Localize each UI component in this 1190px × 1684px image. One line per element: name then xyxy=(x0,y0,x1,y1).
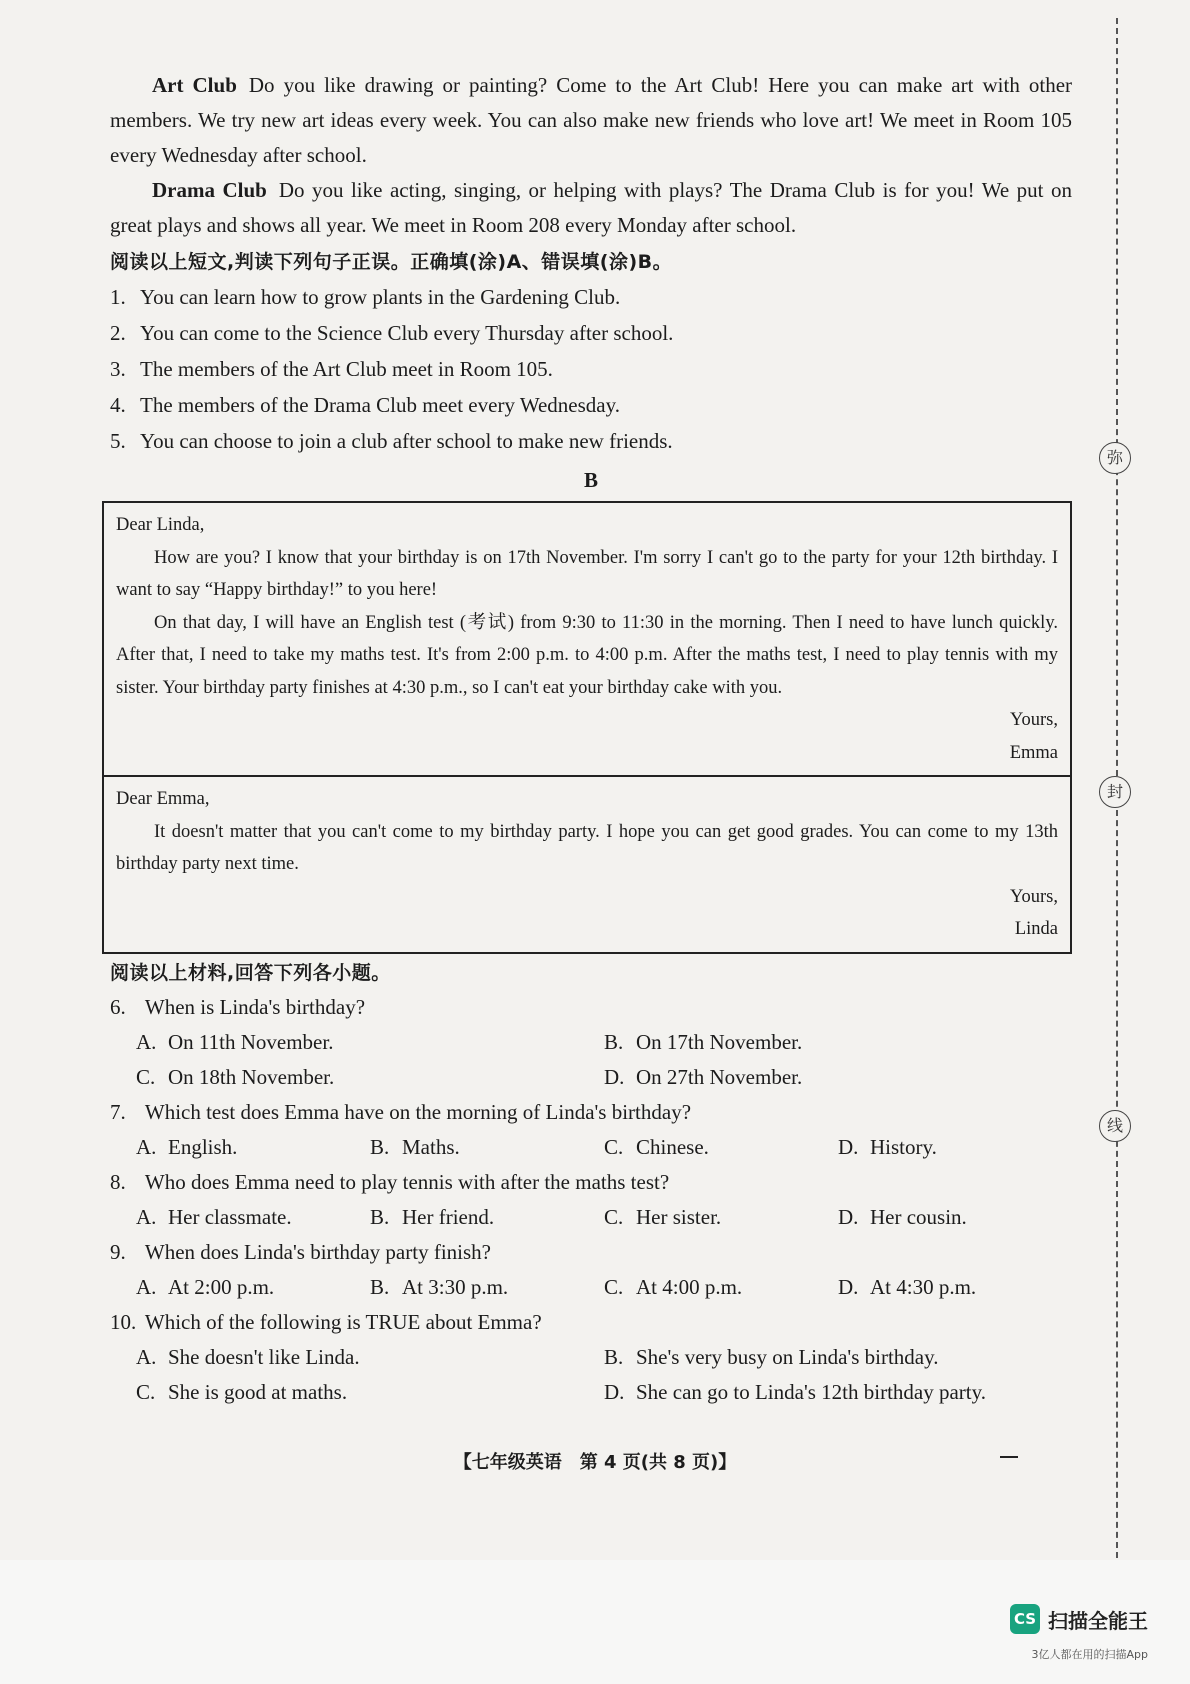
statement-item xyxy=(110,387,1072,423)
option-text: At 2:00 p.m. xyxy=(168,1274,275,1299)
option-text: Her cousin. xyxy=(870,1204,967,1229)
question-text: Which test does Emma have on the morning of Linda's birthday? xyxy=(144,1099,692,1124)
letter1-closing: Yours, xyxy=(1010,710,1058,730)
camscanner-icon: CS xyxy=(1010,1604,1040,1634)
option-letter: C. xyxy=(604,1134,624,1159)
art-club-text: Do you like drawing or painting? Come to the Art Club! Here you can make art with other members. We try new art ideas every week. You can also make new friends who love art! We meet in Room 105 every Wednesday after school. xyxy=(110,73,1073,167)
statement-text: You can learn how to grow plants in the Gardening Club. xyxy=(140,285,621,309)
seal-mi: 弥 xyxy=(1099,442,1131,474)
option-text: Maths. xyxy=(402,1134,460,1159)
statement-text: The members of the Drama Club meet every Wednesday. xyxy=(140,393,620,417)
seal-feng: 封 xyxy=(1099,776,1131,808)
option-b[interactable] xyxy=(604,1025,1072,1060)
option-text: On 17th November. xyxy=(636,1029,803,1054)
option-letter: A. xyxy=(136,1274,157,1299)
option-b[interactable] xyxy=(370,1270,604,1305)
statement-list xyxy=(110,279,1072,459)
option-text: She doesn't like Linda. xyxy=(168,1344,360,1369)
page-content xyxy=(110,68,1072,1410)
option-list xyxy=(110,1130,1072,1165)
art-club-paragraph xyxy=(110,68,1072,173)
question-stem xyxy=(110,1235,1072,1270)
question-8 xyxy=(110,1165,1072,1235)
option-a[interactable] xyxy=(136,1025,604,1060)
statement-item xyxy=(110,351,1072,387)
option-text: She's very busy on Linda's birthday. xyxy=(636,1344,939,1369)
statement-number: 4. xyxy=(110,393,126,417)
option-d[interactable] xyxy=(604,1060,1072,1095)
question-stem xyxy=(110,990,1072,1025)
letter1-paragraph-2: On that day, I will have an English test (考试) from 9:30 to 11:30 in the morning. Then I need to have lunch quickly. After that, I need to take my maths test. It's from 2:00 p.m. to 4:00 p.m. After the maths test, I need to play tennis with my sister. Your birthday party finishes at 4:30 p.m., so I can't eat your birthday cake with you. xyxy=(116,612,1058,698)
letter2-paragraph-1: It doesn't matter that you can't come to my birthday party. I hope you can get good grades. You can come to my 13th birthday party next time. xyxy=(116,821,1058,874)
statement-item xyxy=(110,315,1072,351)
option-letter: B. xyxy=(370,1134,390,1159)
statement-number: 1. xyxy=(110,285,126,309)
section-b-heading: B xyxy=(583,468,598,492)
option-text: She can go to Linda's 12th birthday party. xyxy=(636,1379,987,1404)
section-b-instruction: 阅读以上材料,回答下列各小题。 xyxy=(110,961,391,984)
option-letter: C. xyxy=(604,1204,624,1229)
question-stem xyxy=(110,1095,1072,1130)
statement-number: 5. xyxy=(110,429,126,453)
option-c[interactable] xyxy=(604,1130,838,1165)
question-number: 8. xyxy=(110,1169,126,1194)
statement-text: You can choose to join a club after school to make new friends. xyxy=(140,429,673,453)
option-letter: D. xyxy=(838,1274,859,1299)
letter2-salutation: Dear Emma, xyxy=(116,789,210,809)
option-text: At 3:30 p.m. xyxy=(402,1274,509,1299)
option-letter: A. xyxy=(136,1029,157,1054)
option-list xyxy=(110,1340,1072,1410)
question-stem xyxy=(110,1305,1072,1340)
statement-text: You can come to the Science Club every Thursday after school. xyxy=(140,321,674,345)
option-d[interactable] xyxy=(838,1130,1072,1165)
drama-club-paragraph xyxy=(110,173,1072,243)
option-text: Her classmate. xyxy=(168,1204,292,1229)
letter-from-emma xyxy=(104,503,1070,775)
page-footer: 【七年级英语 第 4 页(共 8 页)】 xyxy=(453,1452,737,1473)
watermark-tagline: 3亿人都在用的扫描App xyxy=(1031,1648,1148,1661)
option-d[interactable] xyxy=(604,1375,1072,1410)
letter1-paragraph-1: How are you? I know that your birthday is on 17th November. I'm sorry I can't go to the party for your 12th birthday. I want to say “Happy birthday!” to you here! xyxy=(116,547,1058,600)
option-list xyxy=(110,1270,1072,1305)
option-a[interactable] xyxy=(136,1200,370,1235)
question-text: Which of the following is TRUE about Emma? xyxy=(144,1309,542,1334)
question-number: 10. xyxy=(110,1309,137,1334)
question-7 xyxy=(110,1095,1072,1165)
option-letter: D. xyxy=(838,1204,859,1229)
statement-number: 3. xyxy=(110,357,126,381)
question-text: Who does Emma need to play tennis with after the maths test? xyxy=(144,1169,670,1194)
question-text: When does Linda's birthday party finish? xyxy=(144,1239,491,1264)
question-number: 7. xyxy=(110,1099,126,1124)
letter2-signature: Linda xyxy=(1014,919,1058,939)
statement-item xyxy=(110,423,1072,459)
option-letter: C. xyxy=(604,1274,624,1299)
footer-dash xyxy=(1000,1456,1018,1458)
question-number: 6. xyxy=(110,994,126,1019)
drama-club-name: Drama Club xyxy=(152,178,267,202)
option-text: On 27th November. xyxy=(636,1064,803,1089)
option-c[interactable] xyxy=(136,1060,604,1095)
question-6 xyxy=(110,990,1072,1095)
seal-xian: 线 xyxy=(1099,1110,1131,1142)
statement-item xyxy=(110,279,1072,315)
option-a[interactable] xyxy=(136,1130,370,1165)
option-letter: B. xyxy=(370,1204,390,1229)
option-d[interactable] xyxy=(838,1270,1072,1305)
letter1-salutation: Dear Linda, xyxy=(116,515,205,535)
option-letter: B. xyxy=(604,1029,624,1054)
option-text: History. xyxy=(870,1134,937,1159)
question-10 xyxy=(110,1305,1072,1410)
option-text: At 4:00 p.m. xyxy=(636,1274,743,1299)
option-letter: D. xyxy=(838,1134,859,1159)
question-stem xyxy=(110,1165,1072,1200)
option-text: Her sister. xyxy=(636,1204,722,1229)
option-c[interactable] xyxy=(604,1270,838,1305)
option-letter: A. xyxy=(136,1204,157,1229)
letter-from-linda xyxy=(104,775,1070,952)
option-list xyxy=(110,1025,1072,1095)
option-list xyxy=(110,1200,1072,1235)
option-text: She is good at maths. xyxy=(168,1379,348,1404)
option-letter: A. xyxy=(136,1344,157,1369)
question-9 xyxy=(110,1235,1072,1305)
option-c[interactable] xyxy=(136,1375,604,1410)
letter2-closing: Yours, xyxy=(1010,886,1058,907)
option-c[interactable] xyxy=(604,1200,838,1235)
option-d[interactable] xyxy=(838,1200,1072,1235)
letter1-signature: Emma xyxy=(1009,742,1058,763)
option-text: On 18th November. xyxy=(168,1064,335,1089)
option-text: Her friend. xyxy=(402,1204,495,1229)
option-b[interactable] xyxy=(604,1340,1072,1375)
option-text: At 4:30 p.m. xyxy=(870,1274,977,1299)
option-letter: D. xyxy=(604,1379,625,1404)
option-letter: B. xyxy=(604,1344,624,1369)
drama-club-text: Do you like acting, singing, or helping with plays? The Drama Club is for you! We put on great plays and shows all year. We meet in Room 208 every Monday after school. xyxy=(110,178,1072,237)
option-text: English. xyxy=(168,1134,238,1159)
option-letter: B. xyxy=(370,1274,390,1299)
statement-text: The members of the Art Club meet in Room 105. xyxy=(140,357,553,381)
question-text: When is Linda's birthday? xyxy=(144,994,366,1019)
option-letter: D. xyxy=(604,1064,625,1089)
option-a[interactable] xyxy=(136,1270,370,1305)
option-letter: A. xyxy=(136,1134,157,1159)
watermark-name: 扫描全能王 xyxy=(1048,1608,1148,1633)
option-a[interactable] xyxy=(136,1340,604,1375)
letters-box xyxy=(102,501,1072,954)
option-b[interactable] xyxy=(370,1200,604,1235)
statement-number: 2. xyxy=(110,321,126,345)
option-letter: C. xyxy=(136,1379,156,1404)
option-text: On 11th November. xyxy=(168,1029,334,1054)
passage-a-instruction: 阅读以上短文,判读下列句子正误。正确填(涂)A、错误填(涂)B。 xyxy=(110,251,673,273)
option-letter: C. xyxy=(136,1064,156,1089)
option-b[interactable] xyxy=(370,1130,604,1165)
scanner-watermark xyxy=(1010,1604,1148,1634)
art-club-name: Art Club xyxy=(152,73,237,97)
question-number: 9. xyxy=(110,1239,126,1264)
option-text: Chinese. xyxy=(636,1134,709,1159)
